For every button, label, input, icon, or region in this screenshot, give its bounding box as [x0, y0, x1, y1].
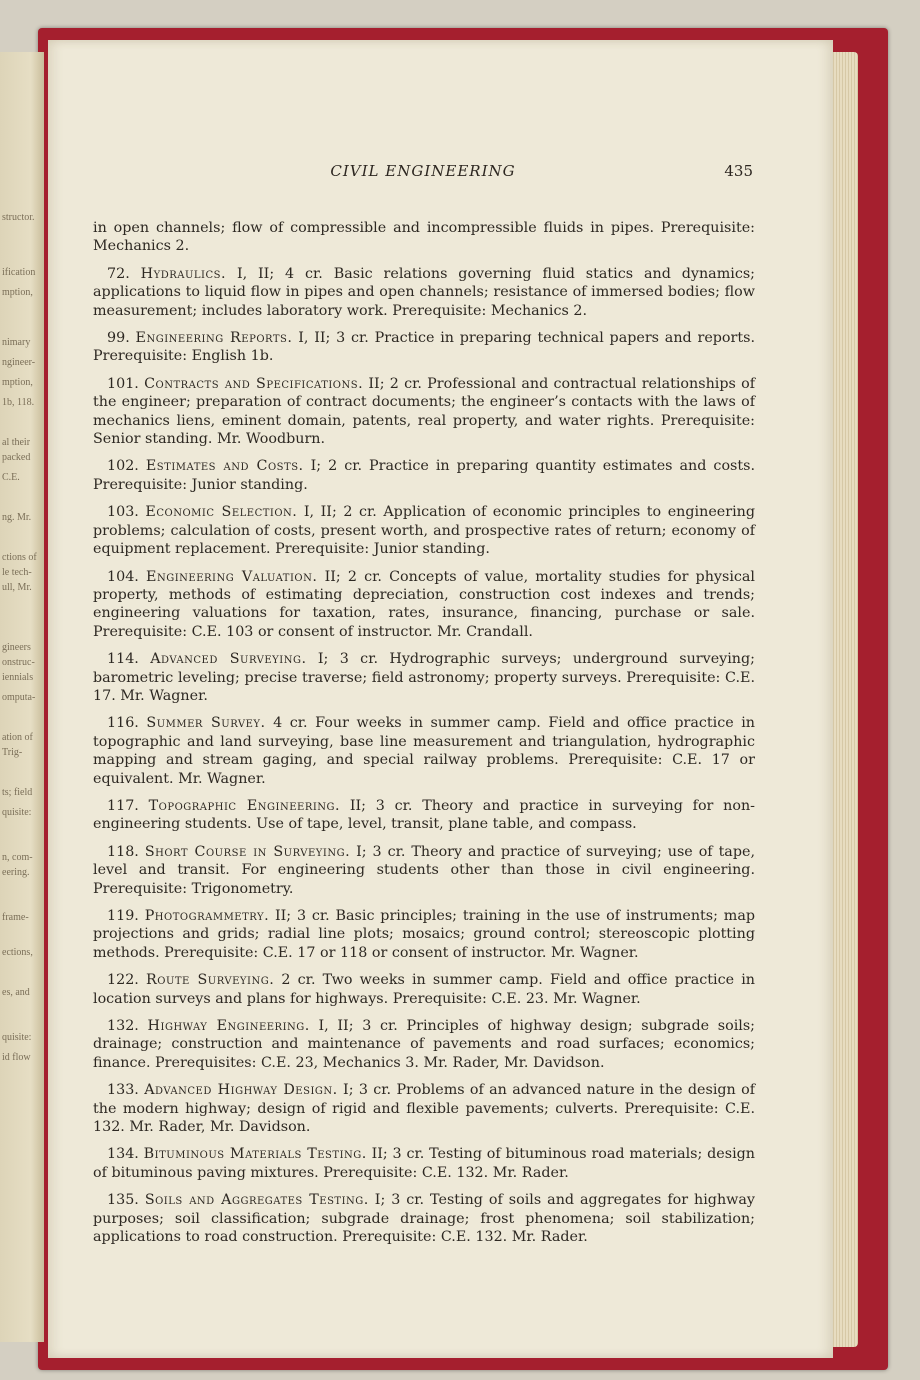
continuation-paragraph: in open channels; flow of compressible and incompressible fluids in pipes. Prerequisite: Mechanics 2. [93, 220, 755, 255]
left-page-fragment: ification [2, 267, 36, 278]
course-name: Bituminous Materials Testing. [143, 1146, 367, 1163]
course-description: I, II; 2 cr. Application of economic principles to engineering problems; calculation of costs, present worth, and prospective rates of return; economy of equipment replacement. Prerequisite: Junior standing. [93, 504, 756, 558]
left-page-fragment: ull, Mr. [2, 582, 32, 593]
left-page-fragment: Trig- [2, 747, 23, 758]
course-name: Summer Survey. [146, 715, 266, 732]
course-description: I; 3 cr. Testing of soils and aggregates for highway purposes; soil classification; subgrade drainage; frost phenomena; soil stabilization; applications to road construction. Prerequisite: C.E. 132. Mr. Rader. [93, 1192, 755, 1246]
course-description: 2 cr. Two weeks in summer camp. Field and office practice in location surveys and plans for highways. Prerequisite: C.E. 23. Mr. Wagner. [93, 972, 755, 1007]
course-entry [93, 971, 755, 1008]
left-page-fragment: ts; field [2, 787, 33, 798]
course-entry [93, 1145, 755, 1182]
course-entry [93, 568, 755, 642]
left-page-fragment: eering. [2, 867, 30, 878]
course-description: 4 cr. Four weeks in summer camp. Field and office practice in topographic and land surveying, base line measurement and triangulation, hydrographic mapping and stream gaging, and special railway problems. Prerequisite: C.E. 17 or equivalent. Mr. Wagner. [93, 715, 756, 787]
left-page-fragment: 1b, 118. [2, 397, 35, 408]
left-page-fragment: iennials [2, 672, 34, 683]
course-name: Route Surveying. [146, 972, 275, 989]
course-description: I, II; 4 cr. Basic relations governing fluid statics and dynamics; applications to liquid flow in pipes and open channels; resistance of immersed bodies; flow measurement; includes laboratory work. Prerequisite: Mechanics 2. [93, 265, 755, 319]
course-description: II; 2 cr. Professional and contractual relationships of the engineer; preparation of contract documents; the engineer’s contacts with the laws of mechanics liens, eminent domain, patents, real property, and water rights. Prerequisite: Senior standing. Mr. Woodburn. [93, 375, 755, 448]
left-page-fragment: quisite: [2, 1032, 32, 1043]
course-number: 103. [107, 504, 139, 521]
left-page-fragment: ation of [2, 732, 33, 743]
course-number: 102. [107, 458, 139, 475]
course-entry [93, 797, 755, 834]
left-page-edge [0, 52, 44, 1342]
course-entry [93, 503, 755, 558]
left-page-fragment: id flow [2, 1052, 31, 1063]
course-name: Topographic Engineering. [148, 797, 341, 814]
left-page-fragment: frame- [2, 912, 29, 923]
course-entry [93, 329, 755, 366]
course-name: Engineering Valuation. [146, 568, 318, 585]
course-entry [93, 1017, 755, 1072]
course-description: II; 2 cr. Concepts of value, mortality studies for physical property, methods of estimating depreciation, construction cost indexes and trends; engineering valuations for taxation, rates, insurance, financing, purchase or sale. Prerequisite: C.E. 103 or consent of instructor. Mr. Crandall. [93, 568, 756, 640]
course-number: 104. [107, 568, 139, 585]
course-number: 119. [107, 908, 139, 924]
course-entry [93, 1191, 755, 1246]
course-number: 114. [107, 651, 139, 668]
course-description: I; 2 cr. Practice in preparing quantity estimates and costs. Prerequisite: Junior standing. [93, 458, 756, 493]
left-page-fragment: nimary [2, 337, 31, 348]
course-number: 132. [107, 1018, 139, 1035]
course-name: Economic Selection. [145, 504, 298, 521]
left-page-fragment: ctions of [2, 552, 37, 563]
course-description: II; 3 cr. Basic principles; training in the use of instruments; map projections and grids; radial line plots; mosaics; ground control; stereoscopic plotting methods. Prerequisite: C.E. 17 or 118 or consent of instructor. Mr. Wagner. [93, 908, 756, 961]
course-number: 135. [107, 1192, 139, 1209]
course-number: 134. [107, 1146, 139, 1163]
course-description: II; 3 cr. Theory and practice in surveying for non-engineering students. Use of tape, level, transit, plane table, and compass. [93, 797, 756, 833]
course-number: 117. [107, 797, 139, 814]
course-entry [93, 457, 755, 494]
course-entry [93, 907, 755, 962]
left-page-fragment: gineers [2, 642, 31, 653]
course-entry [93, 265, 755, 320]
course-description: II; 3 cr. Testing of bituminous road materials; design of bituminous paving mixtures. Prerequisite: C.E. 132. Mr. Rader. [93, 1146, 756, 1181]
course-name: Estimates and Costs. [145, 458, 304, 475]
left-page-fragment: al their [2, 437, 31, 448]
left-page-fragment: packed [2, 452, 31, 463]
course-number: 101. [107, 375, 139, 392]
left-page-fragment: ng. Mr. [2, 512, 32, 523]
course-description: I; 3 cr. Problems of an advanced nature in the design of the modern highway; design of rigid and flexible pavements; culverts. Prerequisite: C.E. 132. Mr. Rader, Mr. Davidson. [93, 1082, 755, 1136]
course-description: I; 3 cr. Theory and practice of surveying; use of tape, level and transit. For engineering students other than those in civil engineering. Prerequisite: Trigonometry. [93, 843, 755, 897]
course-name: Photogrammetry. [144, 908, 270, 924]
course-name: Contracts and Specifications. [144, 375, 364, 392]
left-page-fragment: omputa- [2, 692, 36, 703]
course-entry [93, 375, 755, 449]
page-number: 435 [724, 162, 753, 180]
course-number: 99. [107, 330, 130, 347]
course-description: I, II; 3 cr. Practice in preparing technical papers and reports. Prerequisite: English 1b. [93, 330, 756, 365]
left-page-fragment: onstruc- [2, 657, 35, 668]
course-entry [93, 650, 755, 705]
course-description: I, II; 3 cr. Principles of highway design; subgrade soils; drainage; construction and maintenance of pavements and road surfaces; economics; finance. Prerequisites: C.E. 23, Mechanics 3. Mr. Rader, Mr. Davidson. [93, 1018, 756, 1071]
course-entry [93, 714, 755, 788]
course-name: Hydraulics. [140, 265, 227, 282]
left-page-fragment: mption, [2, 377, 33, 388]
left-page-fragment: ections, [2, 947, 33, 958]
left-page-fragment: ngineer- [2, 357, 36, 368]
course-entry [93, 1081, 755, 1136]
left-page-fragment: mption, [2, 287, 33, 298]
course-description: I; 3 cr. Hydrographic surveys; underground surveying; barometric leveling; precise traverse; field astronomy; property surveys. Prerequisite: C.E. 17. Mr. Wagner. [93, 651, 755, 704]
course-number: 72. [107, 265, 130, 282]
course-number: 133. [107, 1082, 139, 1099]
page-body [93, 219, 755, 1256]
running-header [93, 162, 753, 184]
course-name: Soils and Aggregates Testing. [144, 1192, 369, 1209]
page-title: CIVIL ENGINEERING [330, 162, 516, 180]
course-number: 116. [107, 715, 139, 732]
course-name: Short Course in Surveying. [144, 843, 351, 860]
left-page-fragment: es, and [2, 987, 30, 998]
course-entry [93, 843, 755, 898]
left-page-fragment: n, com- [2, 852, 33, 863]
course-name: Highway Engineering. [147, 1018, 310, 1035]
left-page-fragment: structor. [2, 212, 35, 223]
course-number: 122. [107, 972, 139, 989]
left-page-fragment: quisite: [2, 807, 32, 818]
course-number: 118. [107, 843, 139, 860]
course-name: Advanced Surveying. [150, 651, 307, 668]
left-page-fragment: C.E. [2, 472, 20, 483]
course-name: Advanced Highway Design. [144, 1082, 338, 1099]
left-page-fragment: le tech- [2, 567, 32, 578]
course-name: Engineering Reports. [135, 330, 293, 347]
